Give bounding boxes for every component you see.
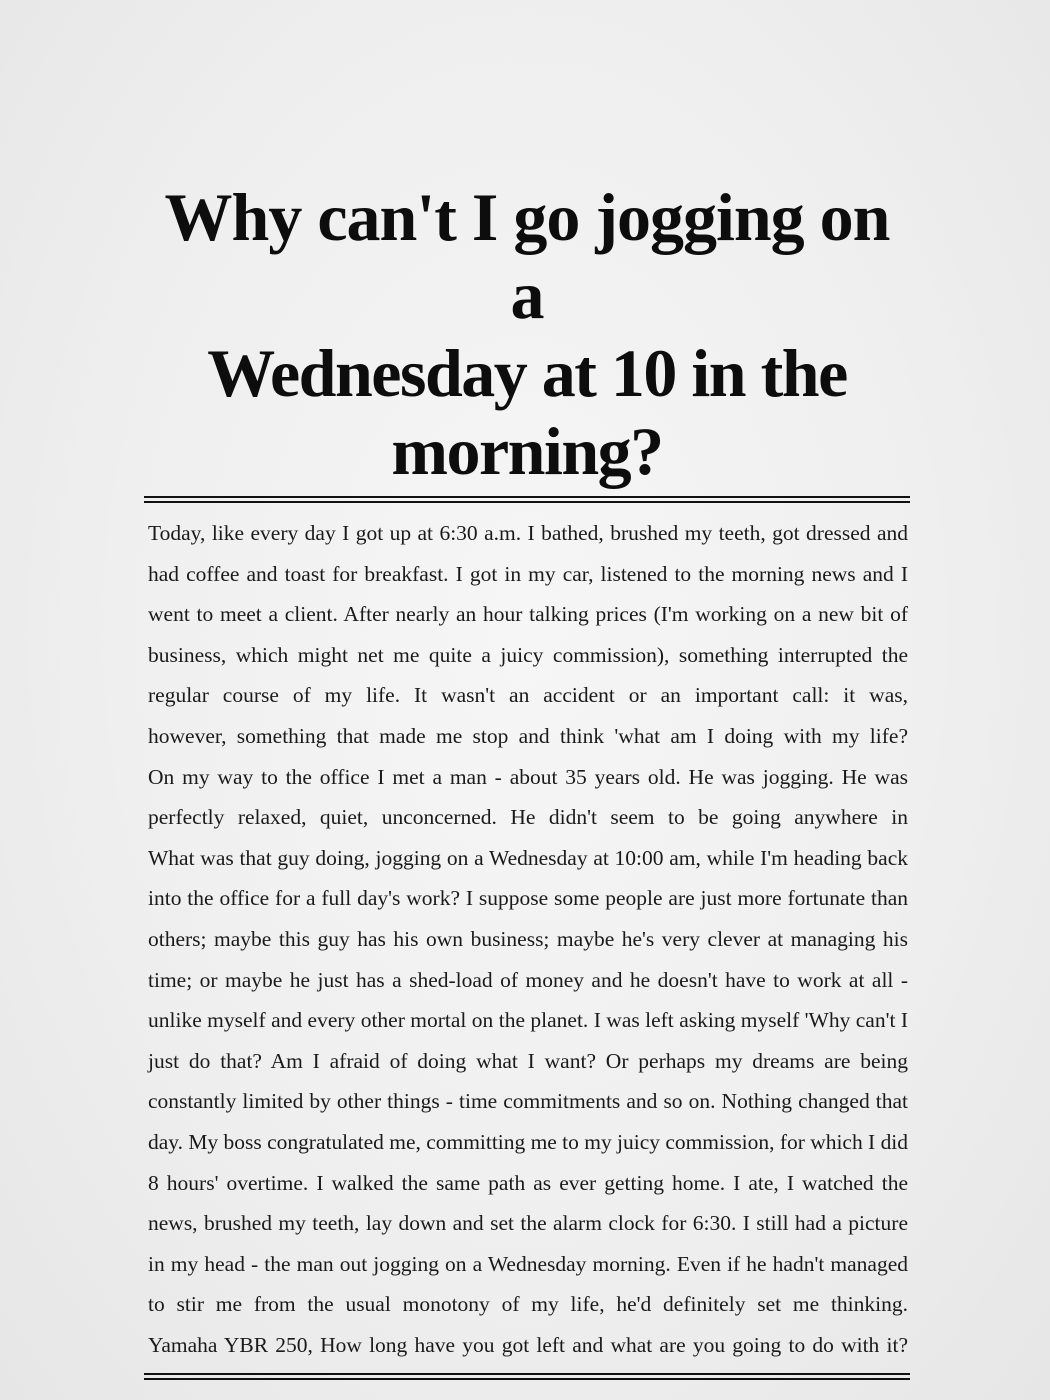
- body-line: others; maybe this guy has his own business; maybe he's very clever at managing his: [148, 926, 908, 951]
- body-copy: [148, 513, 908, 1365]
- body-line: constantly limited by other things - time commitments and so on. Nothing changed that: [148, 1089, 908, 1114]
- body-line: perfectly relaxed, quiet, unconcerned. He didn't seem to be going anywhere in: [148, 805, 908, 830]
- body-line: What was that guy doing, jogging on a Wednesday at 10:00 am, while I'm heading back: [148, 845, 908, 870]
- body-line: day. My boss congratulated me, committing me to my juicy commission, for which I did: [148, 1129, 909, 1154]
- body-line: just do that? Am I afraid of doing what I want? Or perhaps my dreams are being: [148, 1048, 908, 1073]
- body-line: into the office for a full day's work? I suppose some people are just more fortunate than: [148, 886, 908, 911]
- body-line: business, which might net me quite a juicy commission), something interrupted the: [148, 642, 908, 667]
- bottom-double-rule: [144, 1373, 910, 1380]
- body-line: unlike myself and every other mortal on the planet. I was left asking myself 'Why can't I: [148, 1008, 908, 1033]
- body-line: however, something that made me stop and think 'what am I doing with my life?: [148, 723, 908, 748]
- body-line: to stir me from the usual monotony of my life, he'd definitely set me thinking.: [148, 1292, 908, 1317]
- body-line: On my way to the office I met a man - about 35 years old. He was jogging. He was: [148, 764, 908, 789]
- headline-line-1: Why can't I go jogging on a: [164, 179, 890, 333]
- body-line: went to meet a client. After nearly an hour talking prices (I'm working on a new bit of: [148, 602, 908, 627]
- advertisement: [144, 178, 910, 1380]
- top-double-rule: [144, 496, 910, 503]
- headline: [144, 178, 910, 490]
- body-line: had coffee and toast for breakfast. I got in my car, listened to the morning news and I: [148, 561, 908, 586]
- body-line: Yamaha YBR 250, How long have you got left and what are you going to do with it?: [148, 1332, 908, 1357]
- body-line: 8 hours' overtime. I walked the same path as ever getting home. I ate, I watched the: [148, 1170, 908, 1195]
- headline-line-2: Wednesday at 10 in the morning?: [207, 335, 847, 489]
- body-line: news, brushed my teeth, lay down and set the alarm clock for 6:30. I still had a picture: [148, 1211, 908, 1236]
- body-line: Today, like every day I got up at 6:30 a.m. I bathed, brushed my teeth, got dressed and: [148, 521, 908, 545]
- body-line: regular course of my life. It wasn't an accident or an important call: it was,: [148, 683, 908, 708]
- body-line: in my head - the man out jogging on a Wednesday morning. Even if he hadn't managed: [148, 1251, 908, 1276]
- body-line: time; or maybe he just has a shed-load of money and he doesn't have to work at all -: [148, 967, 908, 992]
